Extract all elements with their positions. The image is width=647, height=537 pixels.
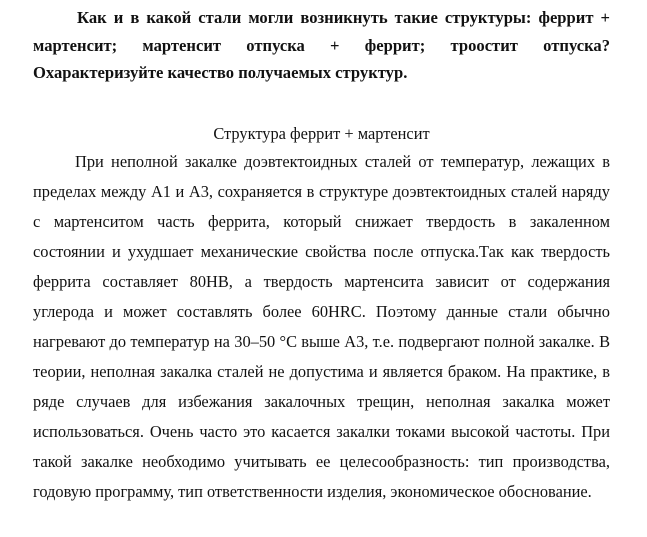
- section-title: Структура феррит + мартенсит: [213, 123, 430, 143]
- document-page: [33, 4, 610, 507]
- question-heading: Как и в какой стали могли возникнуть такие структуры: феррит + мартенсит; мартенсит отпуска + феррит; троостит отпуска? Охарактеризуйте качество получаемых структур.: [33, 8, 610, 82]
- body-paragraph: При неполной закалке доэвтектоидных сталей от температур, лежащих в пределах между А1 и А3, сохраняется в структуре доэвтектоидных сталей наряду с мартенситом часть феррита, который снижает твердость в закаленном состоянии и ухудшает механические свойства после отпуска.Так как твердость феррита составляет 80НВ, а твердость мартенсита зависит от содержания углерода и может составлять более 60HRC. Поэтому данные стали обычно нагревают до температур на 30–50 °С выше А3, т.е. подвергают полной закалке. В теории, неполная закалка сталей не допустима и является браком. На практике, в ряде случаев для избежания закалочных трещин, неполная закалка может использоваться. Очень часто это касается закалки токами высокой частоты. При такой закалке необходимо учитывать ее целесообразность: тип производства, годовую программу, тип ответственности изделия, экономическое обоснование.: [33, 151, 610, 501]
